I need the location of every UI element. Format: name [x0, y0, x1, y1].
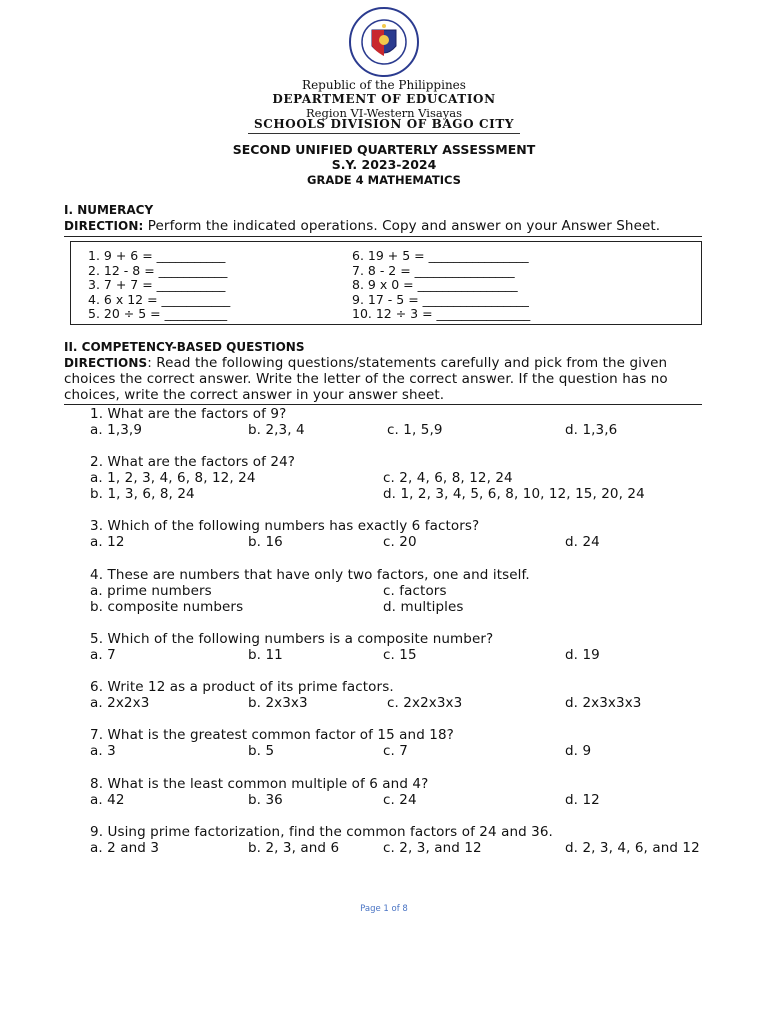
numeracy-item-8: 8. 9 x 0 = ________________: [352, 277, 518, 292]
numeracy-item-3: 3. 7 + 7 = ___________: [88, 277, 226, 292]
question-4: 4. These are numbers that have only two factors, one and itself.: [90, 567, 530, 583]
q7-choice-d: d. 9: [565, 743, 592, 759]
section1-heading: I. NUMERACY: [64, 203, 154, 217]
q2-choice-b: b. 1, 3, 6, 8, 24: [90, 486, 195, 502]
q5-choice-b: b. 11: [248, 647, 283, 663]
q3-choice-c: c. 20: [383, 534, 417, 550]
q8-choice-c: c. 24: [383, 792, 417, 808]
question-1: 1. What are the factors of 9?: [90, 406, 287, 422]
numeracy-item-4: 4. 6 x 12 = ___________: [88, 292, 231, 307]
region-line: Region VI-Western Visayas: [306, 106, 462, 120]
q8-choice-a: a. 42: [90, 792, 125, 808]
q2-choice-a: a. 1, 2, 3, 4, 6, 8, 12, 24: [90, 470, 256, 486]
section2-rule: [64, 404, 702, 405]
q4-choice-b: b. composite numbers: [90, 599, 244, 615]
numeracy-item-5: 5. 20 ÷ 5 = __________: [88, 306, 228, 321]
section2-heading: II. COMPETENCY-BASED QUESTIONS: [64, 340, 305, 354]
q1-choice-a: a. 1,3,9: [90, 422, 143, 438]
q7-choice-c: c. 7: [383, 743, 408, 759]
direction-text: Perform the indicated operations. Copy and answer on your Answer Sheet.: [143, 218, 661, 234]
q5-choice-c: c. 15: [383, 647, 417, 663]
numeracy-item-9: 9. 17 - 5 = _________________: [352, 292, 529, 307]
q3-choice-a: a. 12: [90, 534, 125, 550]
q4-choice-a: a. prime numbers: [90, 583, 212, 599]
section1-direction: [64, 218, 660, 234]
q7-choice-b: b. 5: [248, 743, 275, 759]
school-year: S.Y. 2023-2024: [331, 157, 437, 172]
q6-choice-a: a. 2x2x3: [90, 695, 150, 711]
q8-choice-b: b. 36: [248, 792, 283, 808]
q9-choice-c: c. 2, 3, and 12: [383, 840, 482, 856]
question-7: 7. What is the greatest common factor of 15 and 18?: [90, 727, 454, 743]
department-line: DEPARTMENT OF EDUCATION: [272, 92, 496, 106]
question-5: 5. Which of the following numbers is a composite number?: [90, 631, 494, 647]
q1-choice-c: c. 1, 5,9: [387, 422, 443, 438]
q7-choice-a: a. 3: [90, 743, 116, 759]
question-3: 3. Which of the following numbers has exactly 6 factors?: [90, 518, 480, 534]
q9-choice-a: a. 2 and 3: [90, 840, 160, 856]
directions-label: DIRECTIONS: [64, 356, 148, 370]
q6-choice-d: d. 2x3x3x3: [565, 695, 642, 711]
q1-choice-b: b. 2,3, 4: [248, 422, 305, 438]
q9-choice-d: d. 2, 3, 4, 6, and 12: [565, 840, 700, 856]
section2-directions-line2: choices the correct answer. Write the letter of the correct answer. If the question has no: [64, 371, 668, 387]
q6-choice-b: b. 2x3x3: [248, 695, 308, 711]
division-line: SCHOOLS DIVISION OF BAGO CITY: [253, 117, 515, 131]
deped-seal-logo: [348, 6, 420, 78]
section1-rule: [64, 236, 702, 237]
q1-choice-d: d. 1,3,6: [565, 422, 618, 438]
section2-directions-line1: [64, 355, 667, 371]
grade-subject: GRADE 4 MATHEMATICS: [307, 173, 461, 187]
q5-choice-d: d. 19: [565, 647, 600, 663]
q3-choice-b: b. 16: [248, 534, 283, 550]
question-9: 9. Using prime factorization, find the common factors of 24 and 36.: [90, 824, 553, 840]
numeracy-item-7: 7. 8 - 2 = ________________: [352, 263, 515, 278]
q2-choice-d: d. 1, 2, 3, 4, 5, 6, 8, 10, 12, 15, 20, 24: [383, 486, 645, 502]
republic-line: Republic of the Philippines: [302, 78, 466, 92]
direction-label: DIRECTION:: [64, 219, 144, 233]
exam-title: SECOND UNIFIED QUARTERLY ASSESSMENT: [232, 142, 536, 157]
directions-text-1: : Read the following questions/statements carefully and pick from the given: [147, 355, 668, 371]
numeracy-item-10: 10. 12 ÷ 3 = _______________: [352, 306, 531, 321]
q8-choice-d: d. 12: [565, 792, 600, 808]
header-rule: [248, 133, 520, 134]
page-number: Page 1 of 8: [360, 904, 408, 914]
numeracy-item-2: 2. 12 - 8 = ___________: [88, 263, 228, 278]
q3-choice-d: d. 24: [565, 534, 600, 550]
q2-choice-c: c. 2, 4, 6, 8, 12, 24: [383, 470, 513, 486]
q4-choice-c: c. factors: [383, 583, 447, 599]
q5-choice-a: a. 7: [90, 647, 116, 663]
question-6: 6. Write 12 as a product of its prime factors.: [90, 679, 394, 695]
q6-choice-c: c. 2x2x3x3: [387, 695, 463, 711]
question-8: 8. What is the least common multiple of 6 and 4?: [90, 776, 429, 792]
q9-choice-b: b. 2, 3, and 6: [248, 840, 340, 856]
numeracy-item-6: 6. 19 + 5 = ________________: [352, 248, 529, 263]
q4-choice-d: d. multiples: [383, 599, 464, 615]
question-2: 2. What are the factors of 24?: [90, 454, 296, 470]
numeracy-item-1: 1. 9 + 6 = ___________: [88, 248, 226, 263]
section2-directions-line3: choices, write the correct answer in your answer sheet.: [64, 387, 445, 403]
